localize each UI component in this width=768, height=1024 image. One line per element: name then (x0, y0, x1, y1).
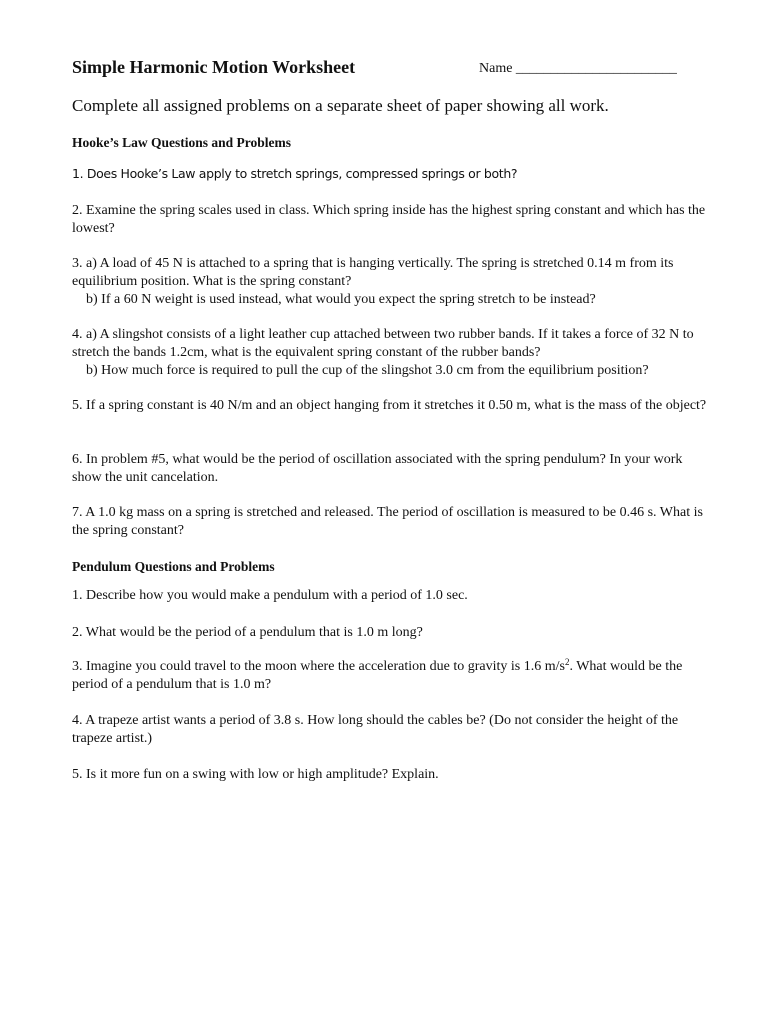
instructions: Complete all assigned problems on a separate sheet of paper showing all work. (72, 96, 609, 115)
hooke-question-4b-text: b) How much force is required to pull the cup of the slingshot 3.0 cm from the equilibrium position? (86, 363, 649, 378)
hooke-question-2-text: 2. Examine the spring scales used in class. Which spring inside has the highest spring constant and which has the lowest? (72, 203, 706, 236)
pendulum-question-5-text: 5. Is it more fun on a swing with low or high amplitude? Explain. (72, 767, 439, 782)
pendulum-question-3-text (72, 658, 708, 694)
section-heading-pendulum: Pendulum Questions and Problems (72, 559, 275, 574)
hooke-question-5-text: 5. If a spring constant is 40 N/m and an object hanging from it stretches it 0.50 m, what is the mass of the object? (72, 398, 707, 413)
hooke-question-4 (72, 326, 708, 380)
hooke-question-7-text: 7. A 1.0 kg mass on a spring is stretched and released. The period of oscillation is measured to be 0.46 s. What is the spring constant? (72, 505, 703, 538)
hooke-question-3b-text: b) If a 60 N weight is used instead, what would you expect the spring stretch to be instead? (86, 292, 596, 307)
hooke-question-4a-text: 4. a) A slingshot consists of a light leather cup attached between two rubber bands. If it takes a force of 32 N to stretch the bands 1.2cm, what is the equivalent spring constant of the rubber bands? (72, 327, 694, 360)
pendulum-question-3 (72, 658, 708, 694)
pendulum-question-4-text: 4. A trapeze artist wants a period of 3.8 s. How long should the cables be? (Do not consider the height of the trapeze artist.) (72, 713, 679, 746)
pendulum-question-5 (72, 766, 708, 784)
hooke-question-6-text: 6. In problem #5, what would be the period of oscillation associated with the spring pendulum? In your work show the unit cancelation. (72, 452, 683, 485)
hooke-question-1 (72, 165, 708, 183)
pendulum-question-3-part-1: 3. Imagine you could travel to the moon where the acceleration due to gravity is 1.6 m/s (72, 659, 565, 674)
name-field: Name _______________________ (479, 61, 677, 76)
squared-superscript: 2 (564, 657, 570, 667)
pendulum-question-1-text: 1. Describe how you would make a pendulum with a period of 1.0 sec. (72, 588, 468, 603)
pendulum-question-2 (72, 624, 708, 642)
pendulum-question-1 (72, 587, 708, 605)
hooke-question-5 (72, 397, 708, 415)
hooke-question-6 (72, 451, 708, 487)
hooke-question-7 (72, 504, 708, 540)
hooke-question-1-text: 1. Does Hooke’s Law apply to stretch springs, compressed springs or both? (72, 166, 518, 181)
pendulum-question-3-part-2: . What would be the period of a pendulum that is 1.0 m? (72, 659, 683, 692)
section-heading-hookes-law: Hooke’s Law Questions and Problems (72, 135, 292, 150)
hooke-question-3a-text: 3. a) A load of 45 N is attached to a spring that is hanging vertically. The spring is stretched 0.14 m from its equilibrium position. What is the spring constant? (72, 256, 674, 289)
pendulum-question-2-text: 2. What would be the period of a pendulum that is 1.0 m long? (72, 625, 423, 640)
hooke-question-3 (72, 255, 708, 309)
hooke-question-2 (72, 202, 708, 238)
pendulum-question-4 (72, 712, 708, 748)
page-title: Simple Harmonic Motion Worksheet (72, 57, 356, 77)
